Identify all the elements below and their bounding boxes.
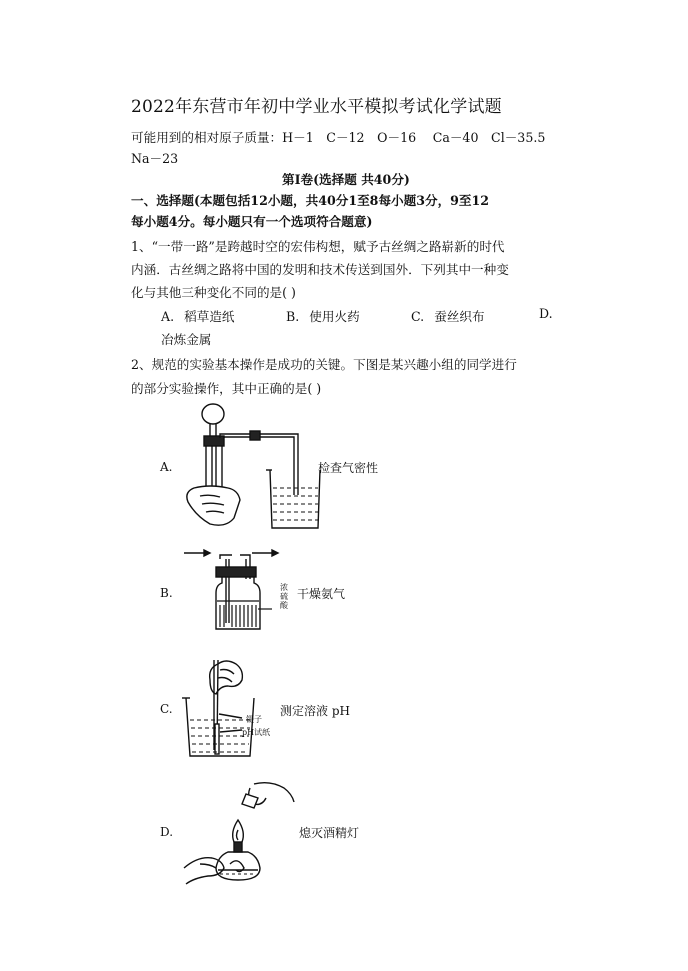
q2-option-d-letter[interactable]: D.	[160, 825, 174, 839]
q2-option-d-illustration	[180, 776, 300, 888]
q2-option-d-caption: 熄灭酒精灯	[299, 826, 360, 840]
q1-option-b-text: 使用火药	[309, 309, 360, 324]
q2-option-a-letter[interactable]: A.	[160, 460, 173, 474]
funnel-bulb	[202, 404, 224, 424]
q1-option-b[interactable]	[286, 306, 360, 325]
q1-option-d-text[interactable]: 冶炼金属	[161, 332, 212, 347]
q2-stem-line-2: 的部分实验操作，其中正确的是( )	[131, 381, 322, 396]
section-heading-line-2: 每小题4分。每小题只有一个选项符合题意)	[131, 214, 373, 229]
q2-option-a-caption: 检查气密性	[318, 461, 379, 475]
bottle-stopper	[216, 567, 256, 577]
q2-option-b-side-label: 浓硫酸	[280, 583, 288, 610]
q2-option-c-illustration	[180, 650, 280, 760]
q2-option-c-letter[interactable]: C.	[160, 702, 173, 716]
lamp-cap	[242, 794, 258, 808]
q1-option-a[interactable]	[161, 306, 235, 325]
q1-option-a-letter: A.	[161, 309, 175, 324]
q1-option-c[interactable]	[411, 306, 485, 325]
q2-option-a-illustration	[180, 400, 320, 535]
q1-stem-line-1: 1、“一带一路”是跨越时空的宏伟构想，赋予古丝绸之路崭新的时代	[131, 239, 505, 254]
q2-option-b-illustration	[180, 545, 280, 637]
q1-stem-line-3: 化与其他三种变化不同的是( )	[131, 285, 296, 300]
atomic-mass-line-1: 可能用到的相对原子质量：H－1 C－12 O－16 Ca－40 Cl－35.5	[131, 130, 546, 145]
q2-option-c-label-tweezers: 镊子	[246, 715, 262, 724]
delivery-tube	[220, 434, 298, 495]
q1-stem-line-2: 内涵．古丝绸之路将中国的发明和技术传送到国外．下列其中一种变	[131, 262, 509, 277]
q1-option-c-letter: C.	[411, 309, 425, 324]
hand	[187, 486, 240, 525]
section-heading-line-1: 一、选择题(本题包括12小题，共40分1至8每小题3分，9至12	[131, 193, 490, 208]
volume-title: 第Ⅰ卷(选择题 共40分)	[282, 172, 410, 187]
exam-title: 2022年东营市年初中学业水平模拟考试化学试题	[131, 97, 502, 117]
q1-option-d-letter[interactable]: D.	[539, 306, 553, 321]
q1-option-b-letter: B.	[286, 309, 300, 324]
beaker	[270, 470, 320, 528]
right-hand	[254, 783, 294, 802]
q2-stem-line-1: 2、规范的实验基本操作是成功的关键。下图是某兴趣小组的同学进行	[131, 357, 517, 372]
gas-bottle	[216, 577, 260, 629]
q2-option-b-letter[interactable]: B.	[160, 586, 173, 600]
q2-option-c-label-ph-paper: pH试纸	[242, 728, 271, 737]
flame	[233, 820, 244, 844]
q1-option-c-text: 蚕丝织布	[434, 309, 485, 324]
q2-option-b-caption: 干燥氨气	[297, 587, 346, 601]
q1-option-a-text: 稻草造纸	[184, 309, 235, 324]
q2-option-c-caption: 测定溶液 pH	[280, 704, 350, 718]
atomic-mass-line-2: Na－23	[131, 151, 179, 166]
stopper	[204, 436, 224, 446]
